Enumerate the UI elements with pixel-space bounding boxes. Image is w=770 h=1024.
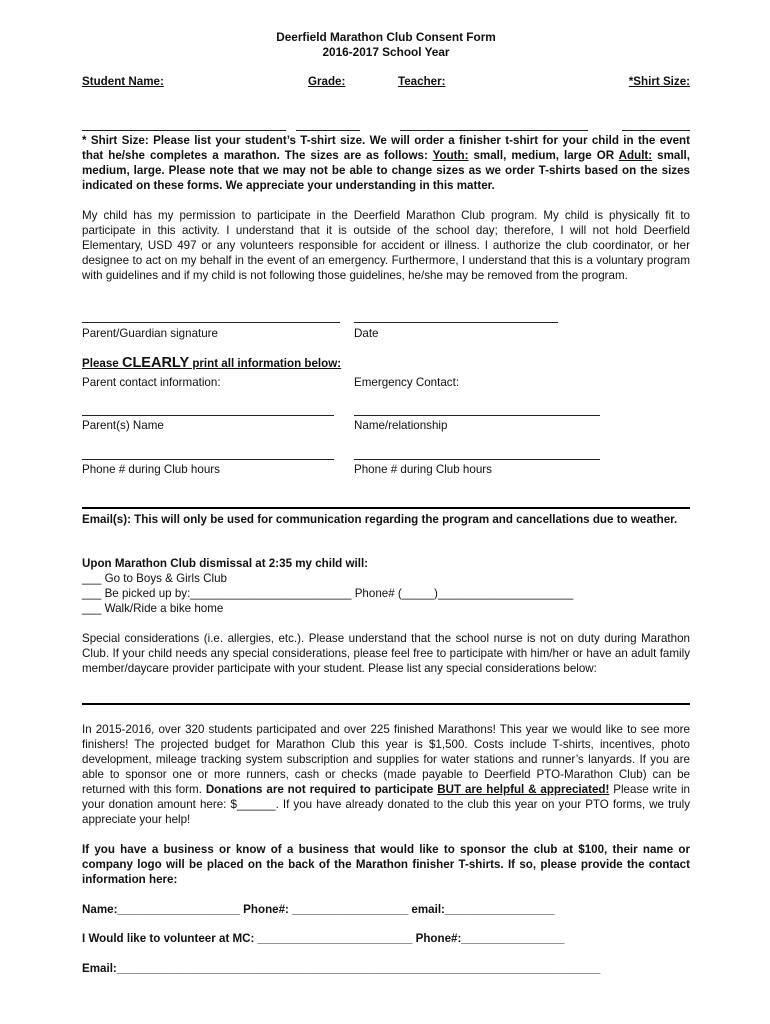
donations-note: Donations are not required to participate — [205, 783, 434, 796]
parents-name-label: Parent(s) Name — [82, 419, 164, 432]
shirt-size-note — [82, 133, 690, 193]
parent-signature-field[interactable] — [82, 322, 340, 323]
heading-text: print all information below: — [189, 357, 342, 370]
budget-text: In 2015-2016, over 320 students participated and over 225 finished Marathons! This year we would like to see more finishers! The projected budget for Marathon Club this year is $1,500. Costs include T-shirts, incentives, photo development, mileage tracking system subscription and supplies for water stations and runner’s lanyards. If you are able to sponsor one or more runners, cash or checks (made payable to Deerfield PTO-Marathon Club) can be returned with this form. — [82, 723, 690, 796]
helpful-appreciated: BUT are helpful & appreciated! — [437, 783, 610, 796]
section-divider — [82, 507, 690, 509]
shirt-size-label: *Shirt Size: — [628, 75, 690, 88]
heading-text: Please — [82, 357, 122, 370]
grade-label: Grade: — [308, 75, 346, 88]
form-title-block — [82, 30, 690, 60]
dismissal-option-walk-ride[interactable]: ___ Walk/Ride a bike home — [82, 602, 224, 615]
parent-phone-label: Phone # during Club hours — [82, 463, 220, 476]
parent-phone-field[interactable] — [82, 459, 334, 460]
emergency-phone-field[interactable] — [354, 459, 600, 460]
shirt-note-text: * Shirt Size: Please list your student’s T-shirt size. We will order a finisher t-shirt for your child in the event that he/she completes a marathon. The sizes are as follows: — [82, 134, 690, 162]
youth-label: Youth: — [432, 149, 469, 162]
volunteer-email-line[interactable]: Email:___________________________________________________________________________ — [82, 962, 601, 975]
student-info-row — [82, 75, 690, 91]
school-year: 2016-2017 School Year — [322, 45, 450, 59]
email-note: Email(s): This will only be used for communication regarding the program and cancellations due to weather. — [82, 513, 678, 526]
section-divider — [82, 703, 690, 705]
print-clearly-heading — [82, 356, 341, 371]
date-label: Date — [354, 327, 379, 340]
date-field[interactable] — [354, 322, 558, 323]
grade-field[interactable] — [296, 130, 360, 131]
teacher-label: Teacher: — [398, 75, 446, 88]
budget-text: Please write in your donation amount here: $______. If you have already donated to the club this year on your PTO forms, we truly appreciate your help! — [82, 783, 690, 826]
shirt-note-text: small, medium, large. Please note that we may not be able to change sizes as we order T-shirts based on the sizes indicated on these forms. We appreciate your understanding in this matter. — [82, 149, 691, 192]
student-name-label: Student Name: — [82, 75, 164, 88]
sponsor-contact-line[interactable]: Name:___________________ Phone#: __________________ email:_________________ — [82, 903, 555, 916]
budget-paragraph — [82, 722, 690, 827]
name-relationship-label: Name/relationship — [354, 419, 448, 432]
emergency-phone-label: Phone # during Club hours — [354, 463, 492, 476]
sponsor-paragraph: If you have a business or know of a business that would like to sponsor the club at $100, their name or company logo will be placed on the back of the Marathon finisher T-shirts. If so, please provide the contact information here: — [82, 843, 690, 886]
shirt-size-field[interactable] — [622, 130, 690, 131]
adult-label: Adult: — [618, 149, 653, 162]
student-name-field[interactable] — [82, 130, 286, 131]
parent-contact-label: Parent contact information: — [82, 376, 221, 389]
dismissal-option-picked-up[interactable]: ___ Be picked up by:_________________________ Phone# (_____)_____________________ — [82, 587, 574, 600]
volunteer-line[interactable]: I Would like to volunteer at MC: ________________________ Phone#:________________ — [82, 932, 565, 945]
special-considerations: Special considerations (i.e. allergies, etc.). Please understand that the school nurse is not on duty during Marathon Club. If your child needs any special considerations, please feel free to participate with him/her or have an adult family member/daycare provider participate with your student. Please list any special considerations below: — [82, 632, 690, 675]
clearly-emphasis: CLEARLY — [121, 355, 190, 371]
emergency-contact-label: Emergency Contact: — [354, 376, 460, 389]
shirt-note-text: small, medium, large OR — [468, 149, 619, 162]
permission-paragraph: My child has my permission to participate in the Deerfield Marathon Club program. My child is physically fit to participate in this activity. I understand that it is outside of the school day; therefore, I will not hold Deerfield Elementary, USD 497 or any volunteers responsible for accident or illness. I authorize the club coordinator, or her designee to act on my behalf in the event of an emergency. Furthermore, I understand that this is a voluntary program with guidelines and if my child is not following those guidelines, he/she may be removed from the program. — [82, 209, 690, 282]
parent-signature-label: Parent/Guardian signature — [82, 327, 218, 340]
dismissal-heading: Upon Marathon Club dismissal at 2:35 my child will: — [82, 557, 369, 570]
parents-name-field[interactable] — [82, 415, 334, 416]
teacher-field[interactable] — [400, 130, 588, 131]
dismissal-option-boys-girls-club[interactable]: ___ Go to Boys & Girls Club — [82, 572, 227, 585]
emergency-name-field[interactable] — [354, 415, 600, 416]
form-title: Deerfield Marathon Club Consent Form — [276, 30, 496, 44]
